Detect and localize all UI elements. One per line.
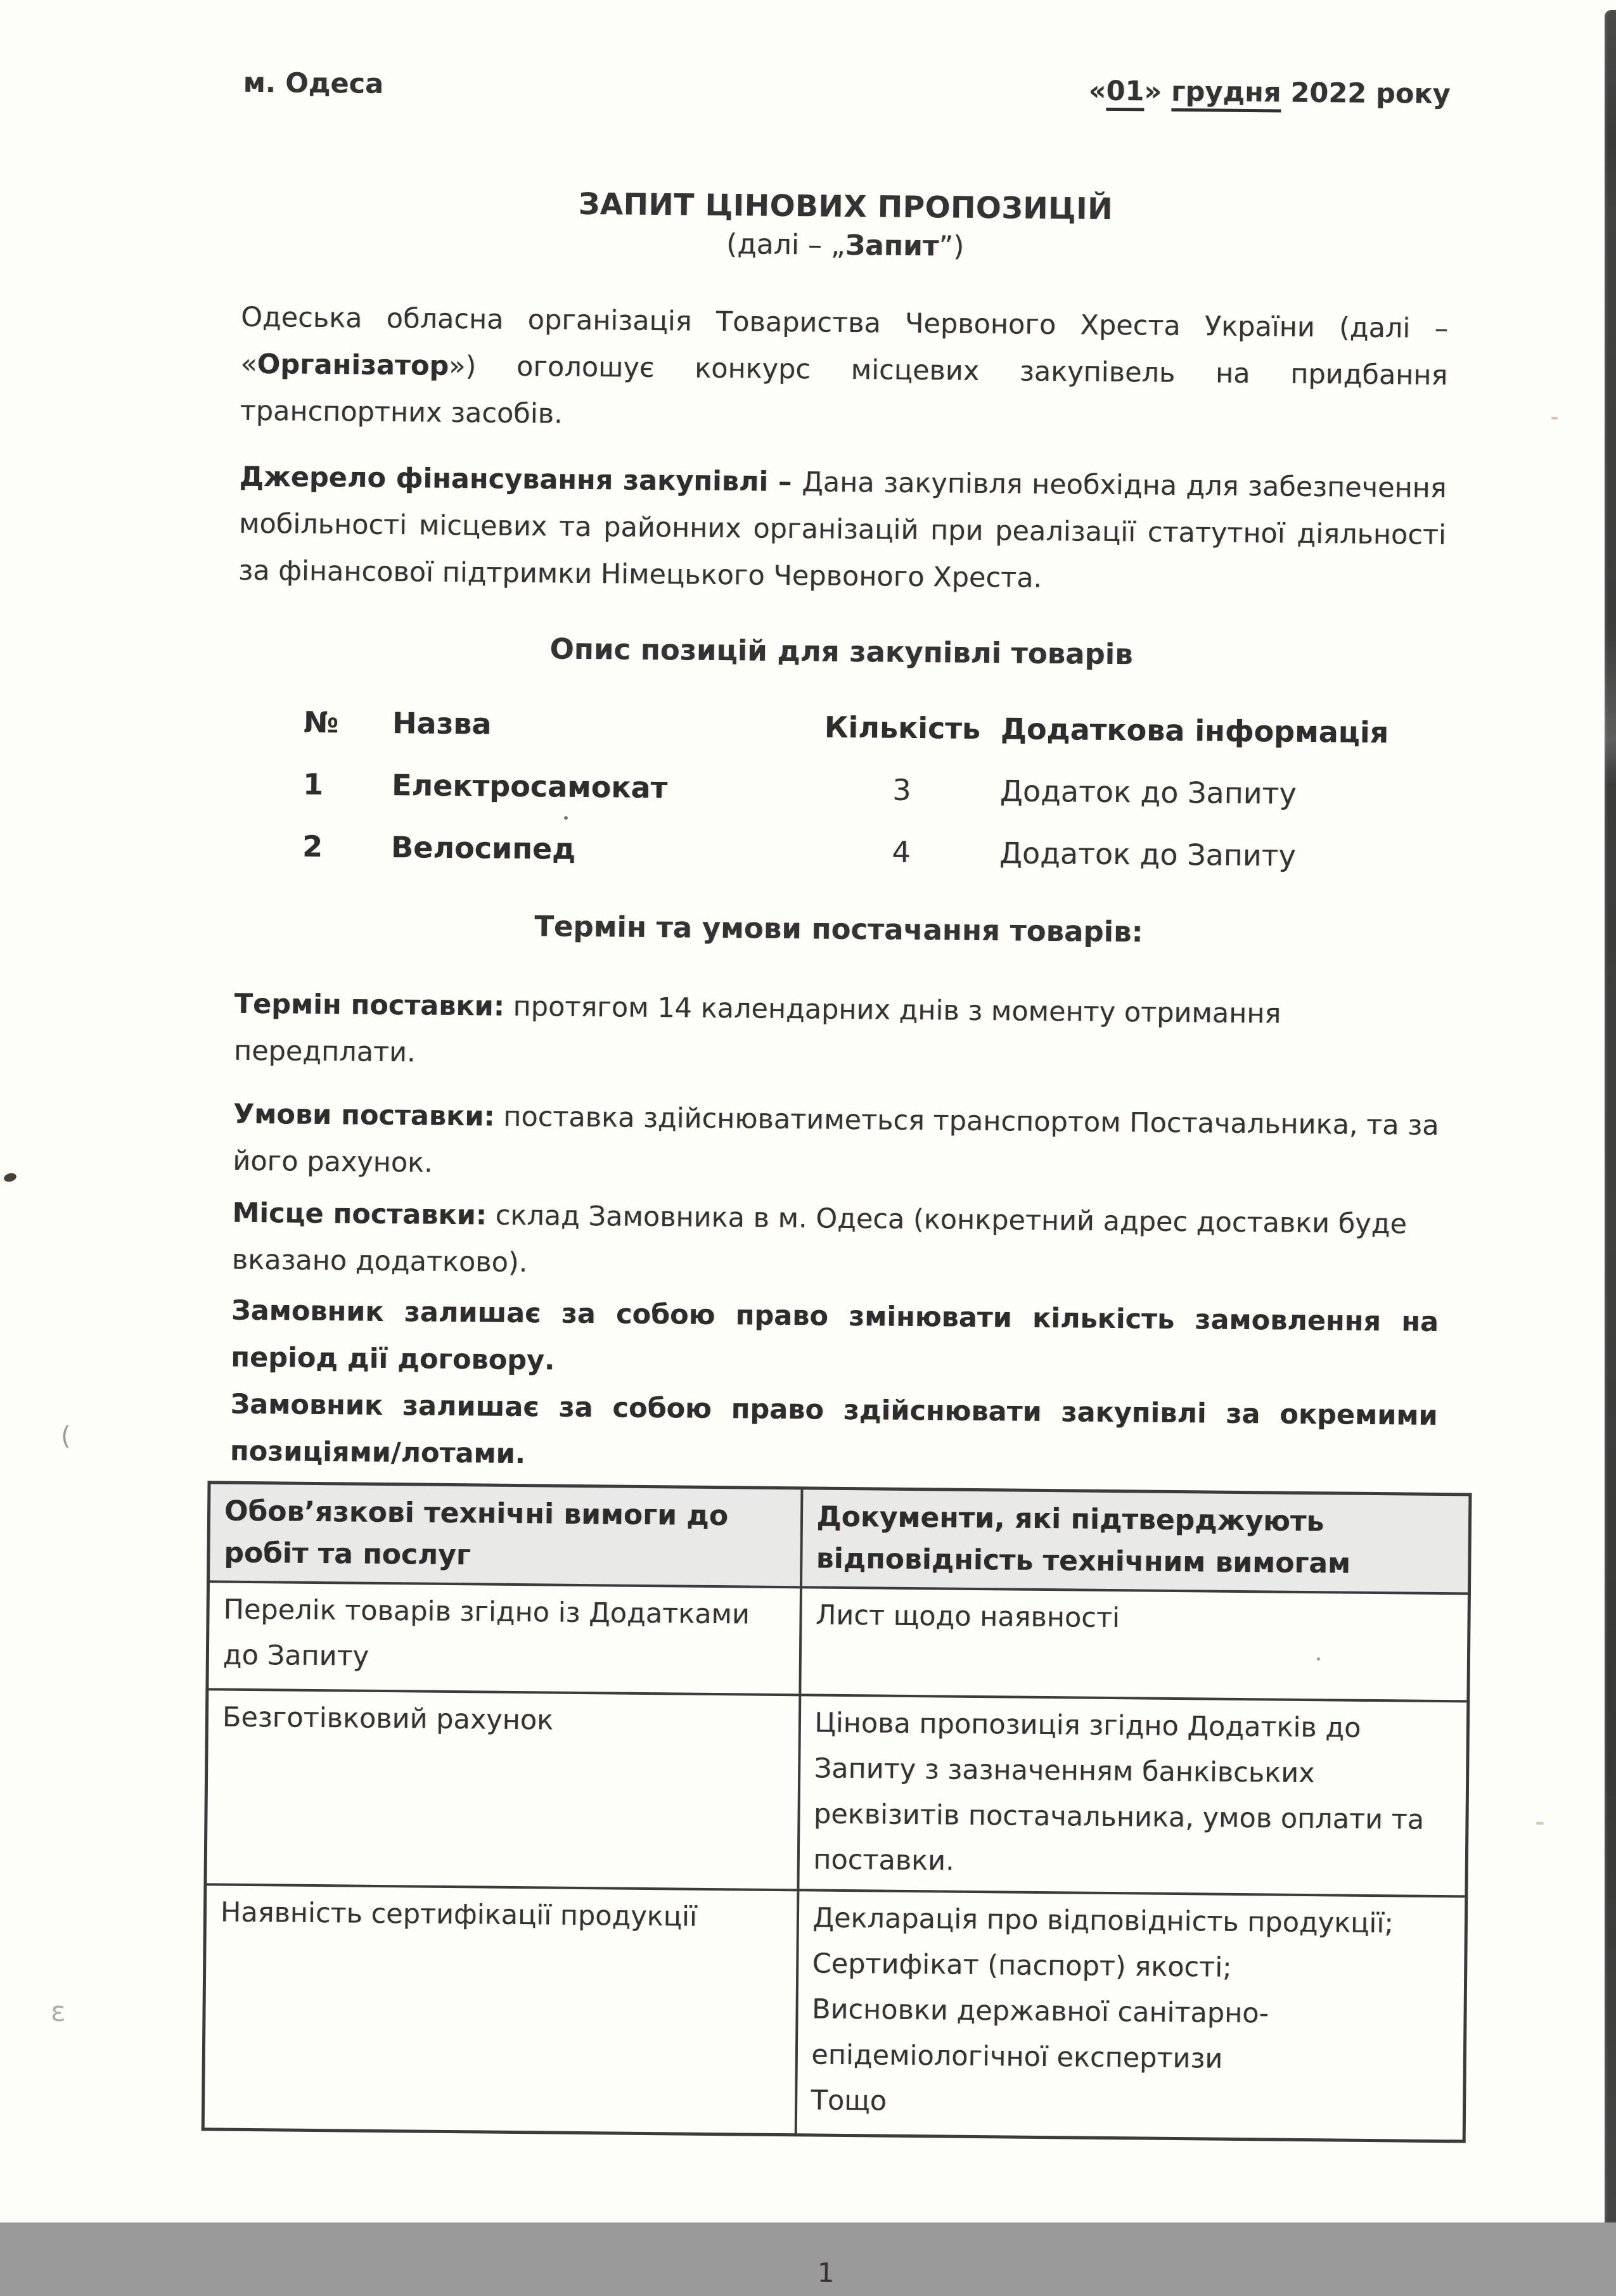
item-1-num: 1 [302, 767, 324, 802]
date-day: 01 [1106, 75, 1144, 112]
funding-lead: Джерело фінансування закупівлі [239, 461, 769, 498]
req-1-requirement: Перелік товарів згідно із Додатками до Запиту [207, 1581, 801, 1695]
funding-paragraph [238, 454, 1447, 606]
delivery-place-lead: Місце поставки: [232, 1197, 487, 1232]
scan-speck [1536, 1822, 1544, 1825]
rights-paragraph-quantity: Замовник залишає за собою право змінювати кількість замовлення на період дії договору. [231, 1294, 1439, 1377]
req-3-requirement: Наявність сертифікації продукції [203, 1884, 798, 2134]
scan-speck [1317, 1657, 1320, 1661]
req-2-requirement: Безготівковий рахунок [205, 1689, 800, 1890]
delivery-time-text: протягом 14 календарних днів з моменту отримання передплати. [233, 990, 1281, 1069]
item-1-name: Електросамокат [391, 768, 668, 805]
subtitle-term: Запит [845, 229, 939, 263]
items-table [302, 705, 1444, 874]
delivery-terms-text: поставка здійснюватиметься транспортом Постачальника, та за його рахунок. [233, 1100, 1439, 1179]
intro-text-post: ») оголошує конкурс місцевих закупівель на придбання транспортних засобів. [240, 350, 1448, 430]
items-header-info: Додаткова інформація [1000, 711, 1389, 750]
item-1-qty: 3 [892, 772, 911, 807]
item-2-qty: 4 [892, 834, 911, 869]
subtitle-suffix: ”) [939, 230, 965, 263]
items-header-qty: Кількість [824, 710, 981, 746]
item-2-num: 2 [302, 829, 323, 864]
req-1-documents: Лист щодо наявності [800, 1587, 1470, 1701]
scan-speck: ε [51, 1996, 66, 2028]
delivery-time-lead: Термін поставки: [234, 988, 505, 1023]
requirements-row-2 [205, 1689, 1468, 1896]
rights-paragraph-lots: Замовник залишає за собою право здійснювати закупівлі за окремими позиціями/лотами. [229, 1388, 1438, 1470]
item-row-1 [303, 767, 1444, 812]
items-header-row [304, 705, 1444, 750]
date-year: 2022 року [1290, 77, 1451, 111]
scan-edge-band [1605, 10, 1616, 2223]
items-section-heading: Опис позицій для закупівлі товарів [549, 632, 1133, 672]
intro-paragraph [240, 294, 1448, 446]
scan-speck [1551, 417, 1558, 419]
subtitle-prefix: (далі – „ [726, 228, 846, 262]
delivery-time-paragraph [234, 981, 1442, 1086]
requirements-header-left: Обов’язкові технічні вимоги до робіт та послуг [208, 1483, 802, 1587]
req-3-documents: Декларація про відповідність продукції; Сертифікат (паспорт) якості; Висновки державної санітарно-епідеміологічної експертизи Тощо [795, 1890, 1466, 2141]
items-header-num: № [303, 705, 339, 740]
requirements-table [202, 1481, 1472, 2143]
item-row-2 [302, 829, 1443, 874]
requirements-row-1 [207, 1581, 1470, 1701]
requirements-header-row [208, 1483, 1470, 1594]
funding-text: Дана закупівля необхідна для забезпечення мобільності місцевих та районних організацій при реалізації статутної діяльності за фінансової підтримки Німецького Червоного Хреста. [238, 466, 1447, 594]
date-close-quote: » [1144, 75, 1162, 108]
organizer-term: Організатор [257, 348, 449, 382]
requirements-header-right: Документи, які підтверджують відповідність технічним вимогам [801, 1488, 1470, 1594]
delivery-place-text: склад Замовника в м. Одеса (конкретний адрес доставки буде вказано додатково). [231, 1199, 1408, 1279]
item-1-info: Додаток до Запиту [999, 774, 1297, 811]
page-number: 1 [817, 2257, 835, 2288]
date-line [1089, 73, 1451, 113]
req-2-documents: Цінова пропозиція згідно Додатків до Запиту з зазначенням банківських реквізитів постачальника, умов оплати та поставки. [798, 1695, 1468, 1896]
date-month: грудня [1171, 76, 1281, 113]
delivery-terms-lead: Умови поставки: [233, 1098, 495, 1133]
delivery-place-paragraph [232, 1190, 1440, 1295]
document-header-row [243, 65, 1450, 113]
item-2-name: Велосипед [390, 830, 576, 866]
date-open-quote: « [1088, 75, 1106, 107]
scan-speck: ( [61, 1422, 71, 1451]
intro-text-pre: Одеська обласна організація Товариства Червоного Хреста України (далі – « [240, 301, 1449, 381]
document-title: ЗАПИТ ЦІНОВИХ ПРОПОЗИЦІЙ [578, 186, 1113, 227]
item-2-info: Додаток до Запиту [999, 836, 1297, 873]
items-header-name: Назва [392, 706, 492, 741]
scan-speck [564, 816, 568, 820]
funding-dash: – [768, 466, 802, 499]
terms-section-heading: Термін та умови постачання товарів: [534, 909, 1143, 949]
delivery-terms-paragraph [233, 1091, 1440, 1196]
city-label: м. Одеса [243, 67, 384, 100]
requirements-row-3 [203, 1884, 1466, 2141]
